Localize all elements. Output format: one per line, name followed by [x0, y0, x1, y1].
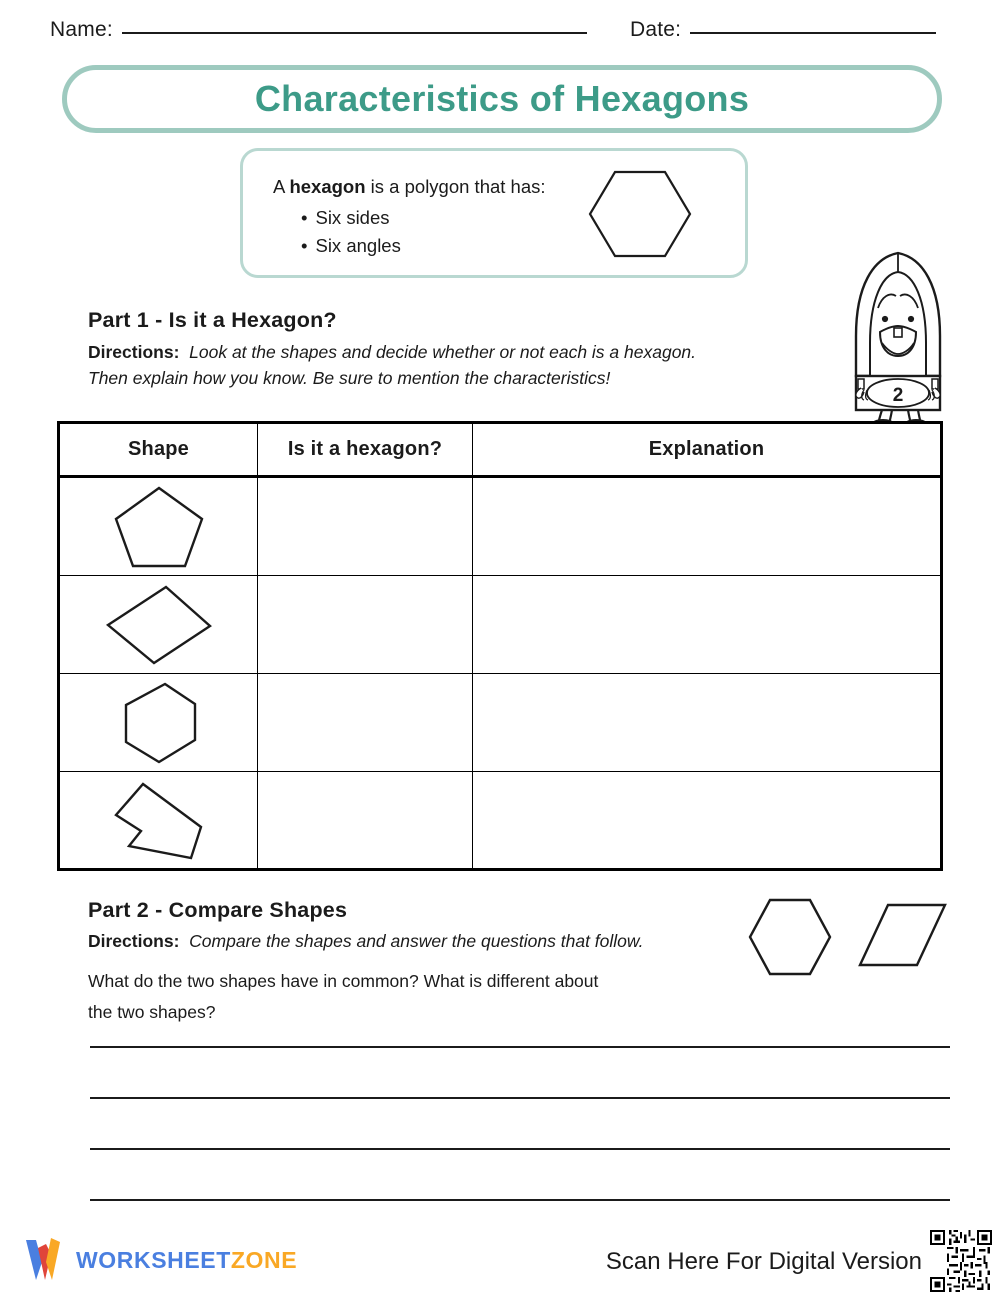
part1-directions: [88, 339, 808, 392]
answer-line[interactable]: [90, 1097, 950, 1099]
parallelogram-shape: [860, 905, 945, 965]
hexagon-shape: [115, 680, 203, 766]
table-header-explanation: [473, 424, 940, 475]
mascot-character-icon: [818, 248, 978, 428]
part2-section: [88, 898, 748, 1028]
date-label: Date:: [630, 18, 682, 41]
definition-bullet-0: • Six sides: [301, 204, 745, 233]
w-logo-icon: [22, 1234, 68, 1286]
rhombus-shape: [104, 583, 214, 667]
name-field-group: [50, 18, 587, 42]
definition-intro-before: A: [273, 176, 290, 197]
name-label: Name:: [50, 18, 113, 41]
part2-question: [88, 966, 748, 1027]
part1-directions-label: Directions:: [88, 342, 180, 362]
name-write-line[interactable]: [122, 32, 587, 34]
part1-directions-line2: Then explain how you know. Be sure to mention the characteristics!: [88, 368, 611, 389]
irregular-concave-hexagon-shape: [103, 779, 215, 863]
table-row: [60, 772, 940, 870]
answer-line[interactable]: [90, 1046, 950, 1048]
brand-word-zone: ZONE: [230, 1246, 298, 1273]
mascot-badge-number: 2: [892, 385, 904, 406]
answer-cell[interactable]: [258, 478, 473, 575]
part2-compare-shapes: [745, 897, 950, 979]
column-label-answer: Is it a hexagon?: [287, 438, 443, 460]
part2-question-line1: What do the two shapes have in common? What is different about: [88, 971, 599, 992]
part2-directions-label: Directions:: [88, 931, 180, 951]
worksheet-title-banner: [62, 65, 942, 133]
answer-cell[interactable]: [258, 674, 473, 771]
worksheet-zone-logo[interactable]: [22, 1234, 297, 1286]
date-write-line[interactable]: [690, 32, 936, 34]
part2-directions: [88, 928, 748, 954]
part2-heading: Part 2 - Compare Shapes: [88, 898, 348, 922]
column-label-shape: Shape: [127, 438, 190, 460]
shape-cell: [60, 478, 258, 575]
date-field-group: [630, 18, 936, 42]
definition-term: hexagon: [289, 176, 366, 197]
table-row: [60, 478, 940, 576]
table-header-shape: [60, 424, 258, 475]
table-row: [60, 576, 940, 674]
answer-cell[interactable]: [258, 772, 473, 870]
pentagon-shape: [111, 483, 207, 571]
shape-cell: [60, 772, 258, 870]
answer-line[interactable]: [90, 1199, 950, 1201]
part2-directions-text: Compare the shapes and answer the questions that follow.: [189, 931, 644, 951]
explanation-cell[interactable]: [473, 576, 940, 673]
explanation-cell[interactable]: [473, 674, 940, 771]
table-header-row: [60, 424, 940, 478]
shape-classification-table: [57, 421, 943, 871]
part1-directions-line1: Look at the shapes and decide whether or not each is a hexagon.: [189, 342, 697, 362]
hexagon-icon: [585, 167, 695, 261]
explanation-cell[interactable]: [473, 772, 940, 870]
page-footer: [0, 1220, 1000, 1294]
explanation-cell[interactable]: [473, 478, 940, 575]
page-title: Characteristics of Hexagons: [254, 78, 750, 119]
scan-instruction-text: Scan Here For Digital Version: [605, 1248, 922, 1275]
part1-section: [88, 308, 808, 392]
qr-code-icon[interactable]: [930, 1230, 992, 1292]
column-label-explanation: Explanation: [648, 438, 765, 460]
part1-heading: Part 1 - Is it a Hexagon?: [88, 308, 337, 332]
brand-name: [76, 1247, 297, 1274]
hexagon-shape: [750, 900, 830, 974]
answer-cell[interactable]: [258, 576, 473, 673]
definition-intro-after: is a polygon that has:: [365, 176, 546, 197]
definition-bullet-1: • Six angles: [301, 232, 745, 261]
answer-line[interactable]: [90, 1148, 950, 1150]
part2-question-line2: the two shapes?: [88, 1001, 216, 1022]
table-header-answer: [258, 424, 473, 475]
brand-word-worksheet: WORKSHEET: [76, 1246, 231, 1273]
definition-box: [240, 148, 748, 278]
name-date-row: [50, 18, 950, 52]
table-row: [60, 674, 940, 772]
shape-cell: [60, 674, 258, 771]
shape-cell: [60, 576, 258, 673]
